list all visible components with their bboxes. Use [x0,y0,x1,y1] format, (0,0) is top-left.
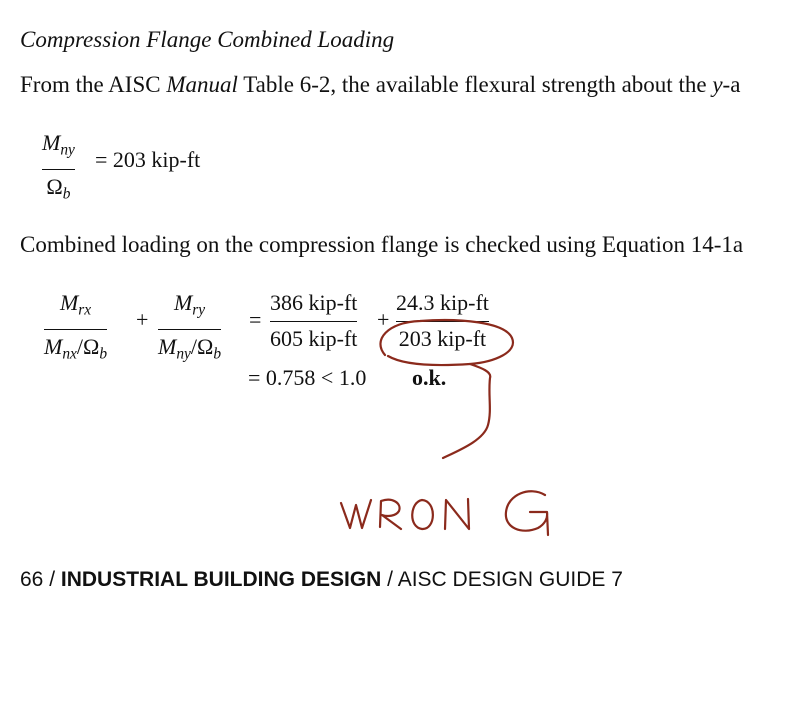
paragraph1-suffix: Table 6-2, the available flexural strength about the [237,72,713,97]
paragraph1-manual: Manual [166,72,238,97]
paragraph1-tail: -a [722,72,741,97]
footer-page: 66 / [20,568,61,591]
footer-title: INDUSTRIAL BUILDING DESIGN [60,568,382,591]
paragraph-flexural-strength [20,72,740,98]
equation2-term3-denominator: 605 kip-ft [270,326,358,352]
equation2-term1 [44,290,107,368]
equation1-rhs: = 203 kip-ft [95,147,201,172]
equation2-term1-bar [44,329,107,330]
equation1-numerator: $M_{ny}$ [42,130,75,159]
equation1-fraction-bar [42,169,75,170]
equation2-term4-numerator: 24.3 kip-ft [396,290,489,315]
equation2-term4 [396,290,489,352]
annotation-letter-o [412,500,433,529]
equation2-term3-numerator: 386 kip-ft [270,290,358,315]
paragraph-combined-loading: Combined loading on the compression flange is checked using Equation 14-1a [20,232,744,257]
equation1-fraction [42,130,75,208]
equation1-denominator: $\Omega_b$ [46,174,71,203]
footer-rest: / AISC DESIGN GUIDE 7 [381,568,623,591]
page-footer [20,568,623,592]
equation2-term4-denominator: 203 kip-ft [398,326,487,352]
equation2-term3-bar [270,321,357,322]
annotation-label: WRONG [0,0,4,1]
equation2-term2 [158,290,221,368]
section-heading: Compression Flange Combined Loading [20,27,395,52]
equation2-term2-denominator: $M_{ny}/\Omega_b$ [158,334,222,363]
equation2-term4-bar [396,321,489,322]
equation2-equals: = [249,307,262,332]
equation2-ok: o.k. [412,365,447,390]
equation2-term1-denominator: $M_{nx}/\Omega_b$ [44,334,108,363]
paragraph1-y: y [712,72,723,97]
equation2-term1-numerator: $M_{rx}$ [59,290,92,319]
annotation-letter-w [341,500,371,528]
equation2-term2-numerator: $M_{ry}$ [173,290,206,319]
annotation-arrow [443,364,490,458]
equation2-plus2: + [377,307,390,332]
annotation-letter-g [506,491,548,535]
equation2-term3 [270,290,357,352]
paragraph1-prefix: From the AISC [20,72,167,97]
equation2-plus1: + [136,307,149,332]
annotation-letter-n [445,499,469,529]
annotation-letter-r [380,500,401,529]
equation2-term2-bar [158,329,221,330]
equation2-result: = 0.758 < 1.0 [248,365,367,390]
